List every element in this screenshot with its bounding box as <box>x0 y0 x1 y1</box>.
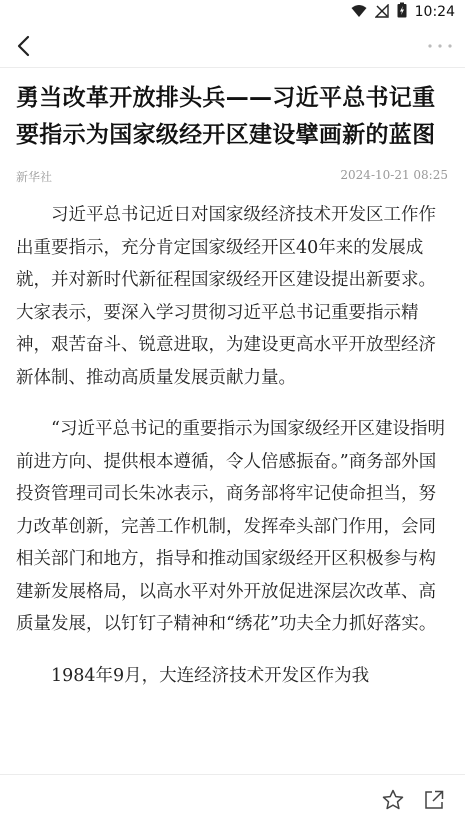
more-dots-icon <box>427 45 453 64</box>
share-icon <box>422 797 446 816</box>
bottom-action-bar <box>0 774 465 826</box>
no-signal-icon <box>375 3 389 22</box>
back-button[interactable] <box>10 32 38 60</box>
status-bar <box>0 0 465 24</box>
article <box>16 80 448 711</box>
article-body <box>16 199 448 692</box>
more-button[interactable] <box>427 32 453 60</box>
share-button[interactable] <box>422 788 446 812</box>
favorite-button[interactable] <box>381 788 405 812</box>
article-paragraph: 习近平总书记近日对国家级经济技术开发区工作作出重要指示，充分肯定国家级经开区40年来的发展成就，并对新时代新征程国家级经开区建设提出新要求。大家表示，要深入学习贯彻习近平总书记重要指示精神，艰苦奋斗、锐意进取，为建设更高水平开放型经济新体制、推动高质量发展贡献力量。 <box>16 205 436 388</box>
article-datetime: 2024-10-21 08:25 <box>340 168 448 182</box>
wifi-icon <box>351 3 367 22</box>
article-source: 新华社 <box>16 170 53 184</box>
article-paragraph: “习近平总书记的重要指示为国家级经开区建设指明前进方向、提供根本遵循，令人倍感振奋。”商务部外国投资管理司司长朱冰表示，商务部将牢记使命担当，努力改革创新，完善工作机制，发挥牵头部门作用，会同相关部门和地方，指导和推动国家级经开区积极参与构建新发展格局，以高水平对外开放促进深层次改革、高质量发展，以钉钉子精神和“绣花”功夫全力抓好落实。 <box>16 419 445 634</box>
battery-charging-icon <box>397 2 407 22</box>
article-meta <box>16 168 448 185</box>
star-icon <box>381 797 405 816</box>
top-nav-bar <box>0 24 465 68</box>
article-title: 勇当改革开放排头兵——习近平总书记重要指示为国家级经开区建设擘画新的蓝图 <box>16 85 436 148</box>
article-paragraph: 1984年9月，大连经济技术开发区作为我 <box>51 665 370 686</box>
chevron-left-icon <box>10 45 38 64</box>
status-time: 10:24 <box>414 4 455 20</box>
